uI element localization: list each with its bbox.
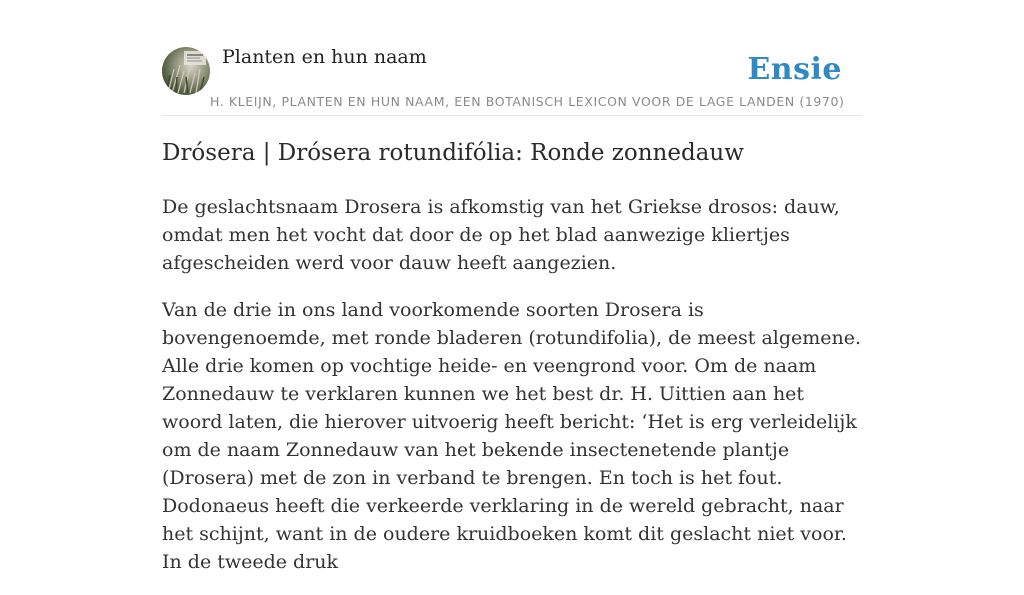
- entry-paragraph: De geslachtsnaam Drosera is afkomstig van het Griekse drosos: dauw, omdat men het vocht dat door de op het blad aanwezige kliertjes afgescheiden werd voor dauw heeft aangezien.: [162, 196, 840, 274]
- ensie-logo[interactable]: Ensie: [747, 52, 842, 87]
- entry-paragraph: Van de drie in ons land voorkomende soorten Drosera is bovengenoemde, met ronde bladeren (rotundifolia), de meest algemene. Alle drie komen op vochtige heide- en veengrond voor. Om de naam Zonnedauw te verklaren kunnen we het best dr. H. Uittien aan het woord laten, die hierover uitvoerig heeft bericht: ‘Het is erg verleidelijk om de naam Zonnedauw van het bekende insectenetende plantje (Drosera) met de zon in verband te brengen. En toch is het fout. Dodonaeus heeft die verkeerde verklaring in de wereld gebracht, naar het schijnt, want in de oudere kruidboeken komt dit geslacht niet voor. In de tweede druk: [162, 299, 862, 573]
- header-divider: [162, 115, 862, 116]
- book-title[interactable]: Planten en hun naam: [222, 46, 427, 68]
- source-citation: H. KLEIJN, PLANTEN EN HUN NAAM, EEN BOTANISCH LEXICON VOOR DE LAGE LANDEN (1970): [210, 94, 845, 109]
- book-cover-avatar[interactable]: [162, 47, 210, 95]
- book-cover-thumbnail-icon: [162, 47, 210, 95]
- entry-title: Drósera | Drósera rotundifólia: Ronde zonnedauw: [162, 140, 744, 166]
- entry-content: [162, 193, 867, 595]
